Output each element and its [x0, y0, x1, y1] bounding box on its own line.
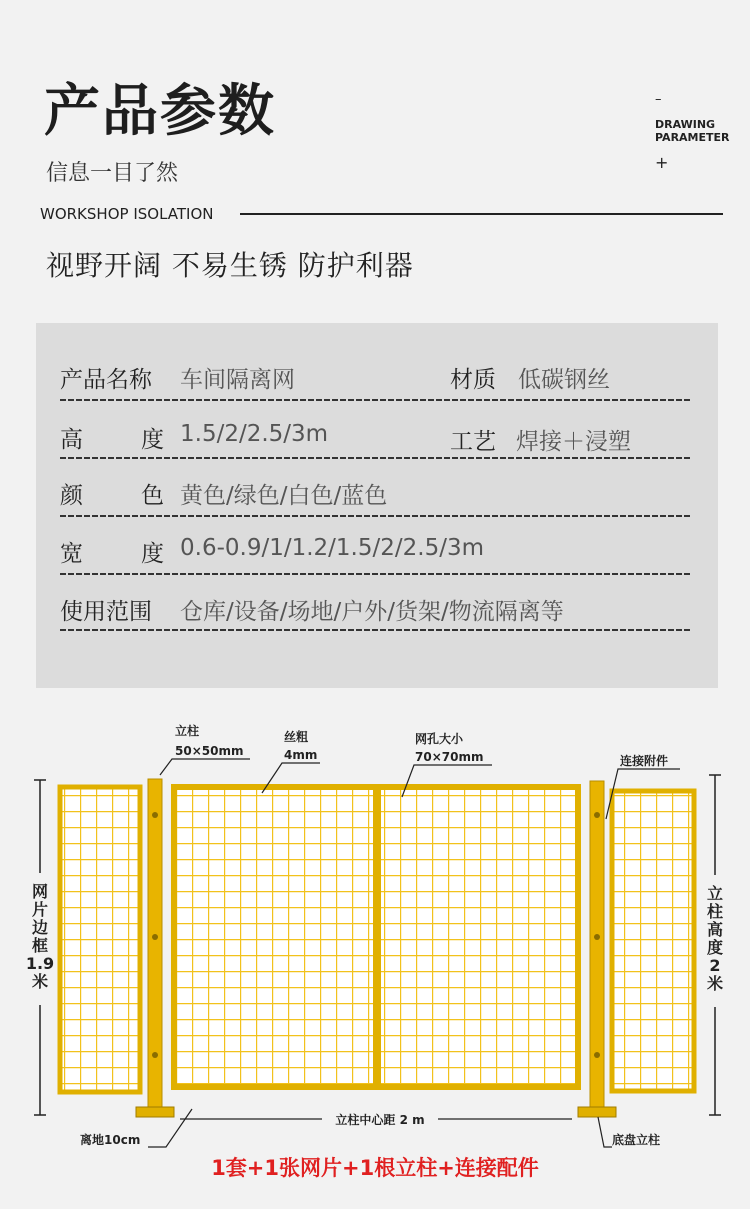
right-dim-text: 米: [706, 974, 724, 993]
spec-height-label-b: 度: [141, 427, 164, 453]
spec-color-label: [60, 477, 164, 510]
drawing-label: DRAWING: [655, 118, 716, 131]
spec-process-value: 焊接＋浸塑: [516, 429, 631, 455]
spec-process-label: 工艺: [450, 429, 496, 455]
spec-divider: [60, 457, 692, 459]
wire-size: 4mm: [284, 748, 318, 762]
kit-summary: 1套+1张网片+1根立柱+连接配件: [211, 1156, 539, 1180]
post-leader: [160, 759, 250, 775]
plus-mark: +: [655, 153, 669, 172]
spec-width-value: 0.6-0.9/1/1.2/1.5/2/2.5/3m: [180, 535, 484, 561]
ground-label: 离地10cm: [80, 1133, 141, 1147]
center-distance: [180, 1112, 572, 1127]
spec-height-label-a: 高: [60, 427, 83, 453]
right-dim-text: 2: [709, 956, 721, 975]
spec-width-label: [60, 535, 164, 568]
left-dimension: [26, 780, 54, 1115]
fence-diagram: [0, 715, 750, 1147]
right-dim-text: 度: [706, 938, 724, 957]
spec-usage-label: 使用范围: [60, 599, 152, 625]
left-dim-text: 框: [31, 936, 49, 955]
spec-divider: [60, 515, 692, 517]
right-dimension: [707, 775, 723, 1115]
slogan: 视野开阔 不易生锈 防护利器: [46, 249, 414, 282]
left-mesh-panel: [60, 787, 140, 1092]
main-mesh-panel-right: [378, 787, 578, 1087]
spec-color-label-a: 颜: [60, 483, 83, 509]
spec-material-label: 材质: [450, 367, 496, 393]
base-leader: [598, 1117, 612, 1147]
spec-divider: [60, 573, 692, 575]
spec-color-value: 黄色/绿色/白色/蓝色: [180, 483, 388, 509]
left-dim-text: 边: [31, 918, 49, 937]
parameter-label: PARAMETER: [655, 131, 730, 144]
main-mesh-panel-left: [174, 787, 376, 1087]
center-label: 立柱中心距 2 m: [335, 1113, 425, 1127]
post-label: 立柱: [175, 724, 200, 738]
left-dim-text: 网: [31, 882, 49, 901]
left-dim-text: 1.9: [25, 954, 55, 973]
connector-label: 连接附件: [620, 754, 669, 768]
section-label: WORKSHOP ISOLATION: [40, 205, 214, 223]
left-dim-text: 片: [31, 900, 49, 919]
post-size: 50×50mm: [175, 744, 244, 758]
page-subtitle: 信息一目了然: [46, 161, 179, 186]
mesh-size: 70×70mm: [415, 750, 484, 764]
right-mesh-panel: [612, 791, 694, 1091]
spec-name-value: 车间隔离网: [180, 367, 295, 393]
spec-panel: [36, 323, 718, 688]
spec-divider: [60, 399, 692, 401]
section-divider: [240, 213, 723, 215]
spec-width-label-b: 度: [141, 541, 164, 567]
spec-width-label-a: 宽: [60, 541, 83, 567]
spec-color-label-b: 色: [141, 483, 164, 509]
base-label: 底盘立柱: [612, 1133, 661, 1147]
minus-mark: –: [655, 92, 662, 107]
wire-label: 丝粗: [284, 730, 309, 744]
spec-height-value: 1.5/2/2.5/3m: [180, 421, 329, 447]
left-dim-text: 米: [31, 972, 49, 991]
spec-usage-value: 仓库/设备/场地/户外/货架/物流隔离等: [180, 599, 564, 625]
spec-divider: [60, 629, 692, 631]
spec-name-label: 产品名称: [60, 367, 152, 393]
drawing-parameter-tag: [655, 92, 730, 172]
right-dim-text: 高: [706, 920, 724, 939]
right-dim-text: 柱: [706, 902, 724, 921]
mesh-label: 网孔大小: [415, 732, 464, 746]
page-title: 产品参数: [44, 79, 276, 144]
right-dim-text: 立: [706, 884, 724, 903]
spec-height-label: [60, 421, 164, 454]
spec-material-value: 低碳钢丝: [518, 367, 610, 393]
